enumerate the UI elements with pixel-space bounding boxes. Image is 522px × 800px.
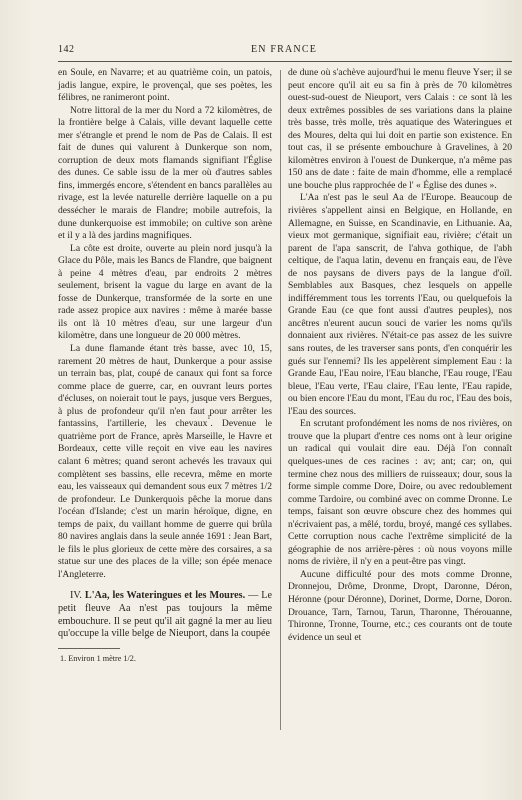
left-column bbox=[58, 67, 272, 664]
paragraph: de dune où s'achève aujourd'hui le menu fleuve Yser; il se peut encore qu'il ait eu sa fin à près de 70 kilomètres ouest-sud-ouest de Nieuport, vers Calais : ce sont là les deux extrêmes possibles de ses variations dans la plaine très basse, très molle, très aquatique des Wateringues et des Moures, delta qui lui doit en partie son existence. En tout cas, il se présente embouchure à Gravelines, à 20 kilomètres environ à l'ouest de Dunkerque, n'a même pas 150 ans de date : faite de main d'homme, elle a remplacé une bouche plus rapprochée de l' « Église des dunes ». bbox=[288, 67, 512, 191]
section-number: IV. bbox=[70, 590, 82, 602]
paragraph: Aucune difficulté pour des mots comme Dronne, Dronnejou, Drôme, Dronme, Dropt, Daronne, Déron, Héronne (pour Déronne), Dorinet, Dorme, Dorne, Doron. Drouance, Tarn, Tarnou, Tarun, Tharonne, Thérouanne, Thironne, Tronne, Tourne, etc.; ces courants ont de toute évidence un seul et bbox=[288, 568, 512, 643]
paragraph: en Soule, en Navarre; et au quatrième coin, un patois, jadis langue, expire, le provençal, que ses poètes, les félibres, ne ranimeront point. bbox=[58, 67, 272, 104]
section-title: L'Aa, les Wateringues et les Moures. bbox=[84, 590, 246, 602]
paragraph: L'Aa n'est pas le seul Aa de l'Europe. Beaucoup de rivières s'appellent ainsi en Belgique, en Hollande, en Allemagne, en Suisse, en Scandinavie, en Lithuanie. Aa, vieux mot germanique, signifiait eau, rivière; c'était un parent de l'apa sanscrit, de l'ahva gothique, de l'abh celtique, de l'aqua latin, devenu en français eau, de l'ève de nos paysans de divers pays de la langue d'oïl. Semblables aux Basques, chez lesquels on appelle indifféremment tous les torrents l'Eau, ou quelquefois la Grande Eau (ce que font aussi d'autres peuples), nos ancêtres n'eurent aucun souci de varier les noms qu'ils donnaient aux rivières. N'était-ce pas assez de les suivre sans routes, de les traverser sans ponts, d'en conquérir les gués sur l'ennemi? Ils les appelèrent simplement Eau : la Grande Eau, l'Eau noire, l'Eau blanche, l'Eau rouge, l'Eau bleue, l'Eau verte, l'Eau claire, l'Eau lente, l'Eau rapide, ou bien encore l'Eau du mont, l'Eau du roc, l'Eau des bois, l'Eau des sources. bbox=[288, 192, 512, 417]
paragraph-text: — Le petit fleuve Aa n'est pas toujours la même embouchure. Il se peut qu'il ait gagné la mer au lieu qu'occupe la ville belge de Nieuport, dans la coupée bbox=[58, 590, 272, 640]
paragraph bbox=[58, 343, 272, 581]
running-title: EN FRANCE bbox=[250, 44, 318, 55]
paragraph-text: . Devenue le quatrième port de France, après Marseille, le Havre et Bordeaux, cette ville reçoit en vive eau les navires calant 6 mètres; quand seront achevés les travaux qui complètent ses bassins, elle recevra, même en morte eau, les vaisseaux qui demandent sous eux 7 mètres 1/2 de profondeur. Le Dunkerquois pêche la morue dans l'océan d'Islande; c'est un marin héroïque, digne, en temps de paix, du vaillant homme de guerre qui brûla 80 navires anglais dans la seule année 1691 : Jean Bart, le fils le plus glorieux de cette mère des corsaires, a sa statue sur une des places de la ville; son épée menace l'Angleterre. bbox=[58, 418, 272, 580]
paragraph: En scrutant profondément les noms de nos rivières, on trouve que la plupart d'entre ces noms ont à leur origine un radical qui voulait dire eau. Déjà l'on connaît quelques-unes de ces racines : av; ant; car; on, qui termine chez nous des milliers de ruisseaux; dour, sous la forme simple comme Dore, Doire, ou avec redoublement comme Tardoire, ou combiné avec on comme Dronne. Le temps, faisant son œuvre obscure chez des hommes qui n'écrivaient pas, a mêlé, tordu, broyé, mangé ces syllabes. Cette corruption nous cache l'extrême simplicité de la géographie de nos arrière-pères : où nous voyons mille noms de rivière, il n'y en a peut-être pas vingt. bbox=[288, 418, 512, 568]
header-rule bbox=[58, 61, 512, 62]
page-header bbox=[58, 44, 510, 58]
footnote: 1. Environ 1 mètre 1/2. bbox=[60, 653, 136, 663]
footnote-marker: 1 bbox=[207, 415, 211, 422]
paragraph-text: La dune flamande étant très basse, avec 10, 15, rarement 20 mètres de haut, Dunkerque a pour assise un terrain bas, plat, coupé de canaux qui font sa force comme place de guerre, car, en ouvrant leurs portes d'écluses, on noierait tout le pays, jusque vers Bergues, à plus de profondeur qu'il n'en faut pour arrêter les fantassins, l'artillerie, les chevaux bbox=[58, 343, 272, 430]
section-paragraph bbox=[58, 590, 272, 640]
column-divider bbox=[280, 70, 281, 730]
right-column bbox=[288, 67, 512, 644]
footnote-rule bbox=[58, 648, 120, 649]
paragraph: La côte est droite, ouverte au plein nord jusqu'à la Glace du Pôle, mais les Bancs de Flandre, que baignent à peine 4 mètres d'eau, par endroits 2 mètres seulement, brisent la vague du large en avant de la fosse de Dunkerque, transformée de la sorte en une rade assez propice aux navires : même à marée basse ils ont là 10 mètres d'eau, sur une largeur d'un kilomètre, dans une longueur de 20 000 mètres. bbox=[58, 242, 272, 342]
page-number: 142 bbox=[58, 44, 75, 55]
paragraph: Notre littoral de la mer du Nord a 72 kilomètres, de la frontière belge à Calais, ville devant laquelle cette mer s'étrangle et prend le nom de Pas de Calais. Il est fait de dunes qui valurent à Dunkerque son nom, corruption de deux mots flamands signifiant l'Église des dunes. Ce sable issu de la mer où d'autres sables fins, immergés encore, s'étendent en bancs parallèles au rivage, est la levée naturelle derrière laquelle on a pu dessécher le marais de Flandre; mobile autrefois, la dune dunkerquoise est immobile; on cultive son arène et il y a là des jardins magnifiques. bbox=[58, 104, 272, 242]
